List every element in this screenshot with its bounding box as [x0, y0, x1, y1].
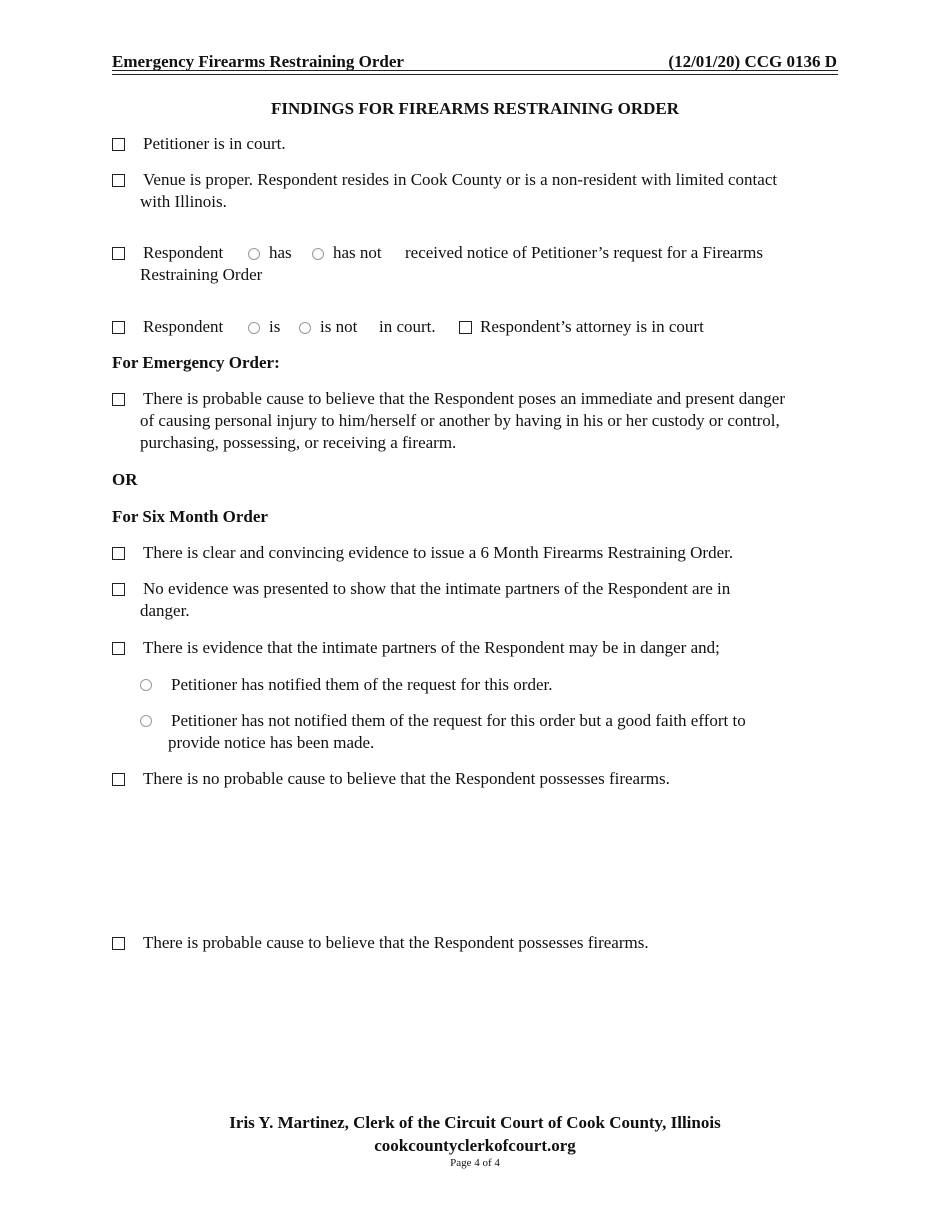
respondent-is-not-radio[interactable] — [299, 322, 311, 334]
notice-has-radio[interactable] — [248, 248, 260, 260]
finding-label: There is no probable cause to believe that the Respondent possesses firearms. — [143, 769, 670, 788]
notified-radio[interactable] — [140, 679, 152, 691]
notice-checkbox[interactable] — [112, 247, 125, 260]
finding-label: There is clear and convincing evidence to issue a 6 Month Firearms Restraining Order. — [143, 543, 734, 562]
page-header — [112, 52, 837, 71]
respondent-is-radio[interactable] — [248, 322, 260, 334]
option-label: Petitioner has not notified them of the request for this order but a good faith effort to — [171, 711, 746, 730]
footer-clerk: Iris Y. Martinez, Clerk of the Circuit Court of Cook County, Illinois — [229, 1113, 721, 1132]
notice-label-continued: Restraining Order — [140, 265, 263, 284]
footer-website: cookcountyclerkofcourt.org — [374, 1136, 576, 1155]
clear-evidence-checkbox[interactable] — [112, 547, 125, 560]
respondent-in-court-checkbox[interactable] — [112, 321, 125, 334]
finding-evidence-danger — [112, 637, 852, 659]
finding-respondent-in-court — [112, 316, 852, 338]
option-not-notified — [140, 710, 850, 754]
finding-label: No evidence was presented to show that the intimate partners of the Respondent are in — [143, 579, 731, 598]
emergency-heading: For Emergency Order: — [112, 353, 280, 372]
finding-petitioner-in-court — [112, 133, 852, 155]
incourt-rest-label: in court. — [379, 317, 436, 336]
not-notified-radio[interactable] — [140, 715, 152, 727]
finding-label: There is probable cause to believe that the Respondent possesses firearms. — [143, 933, 649, 952]
notice-has-label: has — [269, 243, 292, 262]
respondent-is-not-label: is not — [320, 317, 358, 336]
attorney-in-court-label: Respondent’s attorney is in court — [480, 317, 704, 336]
finding-label: There is probable cause to believe that the Respondent poses an immediate and present danger — [143, 389, 785, 408]
header-rule-bottom — [112, 74, 838, 75]
option-label: Petitioner has notified them of the request for this order. — [171, 675, 553, 694]
emergency-probable-cause-checkbox[interactable] — [112, 393, 125, 406]
finding-probable-cause-firearms — [112, 932, 852, 954]
finding-label: Petitioner is in court. — [143, 134, 286, 153]
petitioner-in-court-checkbox[interactable] — [112, 138, 125, 151]
option-label-continued: provide notice has been made. — [168, 733, 375, 752]
header-rule-top — [112, 70, 838, 71]
finding-label-continued: danger. — [140, 601, 190, 620]
notice-has-not-label: has not — [333, 243, 382, 262]
page-number: Page 4 of 4 — [450, 1157, 500, 1169]
notice-has-not-radio[interactable] — [312, 248, 324, 260]
finding-no-evidence-danger — [112, 578, 852, 622]
or-label: OR — [112, 470, 138, 489]
finding-notice — [112, 242, 852, 286]
finding-venue — [112, 169, 852, 213]
incourt-label: Respondent — [143, 317, 224, 336]
notice-rest-label: received notice of Petitioner’s request for a Firearms — [405, 243, 763, 262]
no-probable-cause-firearms-checkbox[interactable] — [112, 773, 125, 786]
no-evidence-danger-checkbox[interactable] — [112, 583, 125, 596]
finding-label-continued: of causing personal injury to him/herself or another by having in his or her custody or control, — [140, 411, 780, 430]
finding-no-probable-cause-firearms — [112, 768, 852, 790]
venue-checkbox[interactable] — [112, 174, 125, 187]
form-code: (12/01/20) CCG 0136 D — [668, 52, 837, 71]
finding-emergency-probable-cause — [112, 388, 852, 454]
option-notified — [140, 674, 850, 696]
finding-label: Venue is proper. Respondent resides in Cook County or is a non-resident with limited contact — [143, 170, 778, 189]
form-title: Emergency Firearms Restraining Order — [112, 52, 404, 71]
respondent-is-label: is — [269, 317, 281, 336]
finding-label-continued: purchasing, possessing, or receiving a firearm. — [140, 433, 457, 452]
section-title: FINDINGS FOR FIREARMS RESTRAINING ORDER — [270, 99, 680, 118]
evidence-danger-checkbox[interactable] — [112, 642, 125, 655]
finding-clear-evidence — [112, 542, 852, 564]
attorney-in-court-checkbox[interactable] — [459, 321, 472, 334]
finding-label: There is evidence that the intimate partners of the Respondent may be in danger and; — [143, 638, 720, 657]
notice-label: Respondent — [143, 243, 224, 262]
probable-cause-firearms-checkbox[interactable] — [112, 937, 125, 950]
finding-label-continued: with Illinois. — [140, 192, 227, 211]
six-month-heading: For Six Month Order — [112, 507, 268, 526]
